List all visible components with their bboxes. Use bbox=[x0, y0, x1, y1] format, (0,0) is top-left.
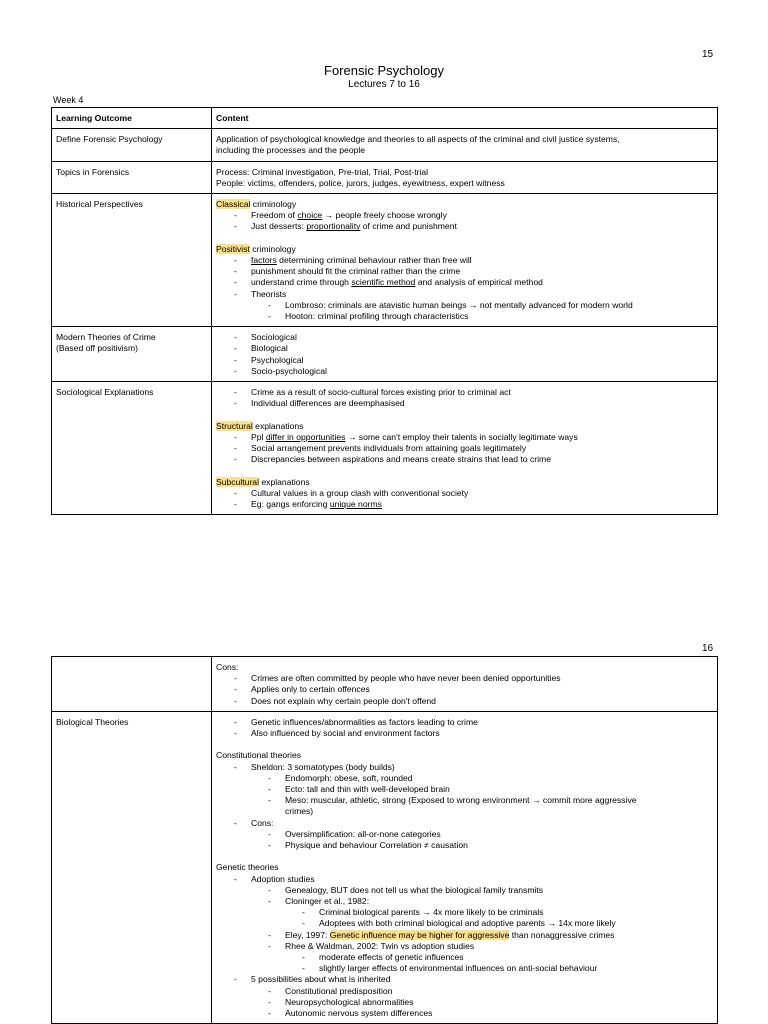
text-run: Biological bbox=[251, 343, 288, 354]
bullet-dash: - bbox=[234, 332, 237, 343]
bullet-item bbox=[216, 432, 713, 443]
bullet-dash: - bbox=[234, 487, 237, 498]
bullet-dash: - bbox=[268, 896, 271, 907]
text-run: slightly larger effects of environmental influences on anti-social behaviour bbox=[319, 963, 598, 974]
week-label: Week 4 bbox=[53, 95, 84, 105]
bullet-dash: - bbox=[234, 443, 237, 454]
blank-line bbox=[216, 233, 713, 244]
bullet-dash: - bbox=[268, 1008, 271, 1019]
text-run: Cultural values in a group clash with conventional society bbox=[251, 487, 469, 498]
text-run: Psychological bbox=[251, 354, 304, 365]
bullet-item bbox=[216, 806, 713, 817]
learning-outcome-cell bbox=[52, 327, 212, 382]
text-run: Process: Criminal investigation, Pre-trial, Trial, Post-trial bbox=[216, 166, 429, 177]
blank-line bbox=[216, 409, 713, 420]
bullet-item bbox=[216, 997, 713, 1008]
bullet-item bbox=[216, 387, 713, 398]
bullet-item bbox=[216, 289, 713, 300]
bullet-item bbox=[216, 963, 713, 974]
bullet-item bbox=[216, 277, 713, 288]
bullet-dash: - bbox=[234, 431, 237, 442]
bullet-item bbox=[216, 266, 713, 277]
bullet-item bbox=[216, 762, 713, 773]
text-run: Constitutional predisposition bbox=[285, 985, 393, 996]
text-run: People: victims, offenders, police, jurors, judges, eyewitness, expert witness bbox=[216, 177, 505, 188]
text-run: Just desserts: bbox=[251, 221, 307, 232]
content-cell bbox=[212, 382, 718, 515]
bullet-item bbox=[216, 795, 713, 806]
bullet-dash: - bbox=[234, 499, 237, 510]
text-run: Meso: muscular, athletic, strong (Exposed to wrong environment → commit more aggressive bbox=[285, 795, 637, 806]
content-line bbox=[216, 134, 713, 145]
page-subtitle: Lectures 7 to 16 bbox=[348, 79, 420, 90]
text-run: Cloninger et al., 1982: bbox=[285, 896, 370, 907]
text-run: Crime as a result of socio-cultural forces existing prior to criminal act bbox=[251, 387, 511, 398]
content-cell bbox=[212, 327, 718, 382]
bullet-item bbox=[216, 717, 713, 728]
content-line bbox=[216, 167, 713, 178]
text-run: 5 possibilities about what is inherited bbox=[251, 974, 391, 985]
text-run: understand crime through bbox=[251, 277, 352, 288]
bullet-dash: - bbox=[268, 311, 271, 322]
underlined-text: factors bbox=[251, 255, 277, 266]
content-line bbox=[216, 862, 713, 873]
learning-outcome-cell bbox=[52, 161, 212, 193]
content-line bbox=[216, 199, 713, 210]
bullet-dash: - bbox=[268, 772, 271, 783]
text-run: → people freely choose wrongly bbox=[322, 210, 447, 221]
underlined-text: choice bbox=[297, 210, 323, 221]
text-run: than nonaggressive crimes bbox=[509, 929, 615, 940]
notes-table-page-16 bbox=[51, 656, 718, 1024]
text-run: of crime and punishment bbox=[360, 221, 457, 232]
content-cell bbox=[212, 161, 718, 193]
table-row bbox=[52, 327, 718, 382]
bullet-item bbox=[216, 332, 713, 343]
table-row bbox=[52, 161, 718, 193]
text-run: Theorists bbox=[251, 288, 287, 299]
underlined-text: proportionality bbox=[306, 221, 361, 232]
bullet-dash: - bbox=[234, 974, 237, 985]
content-cell bbox=[212, 711, 718, 1023]
page-gap bbox=[0, 528, 768, 638]
bullet-item bbox=[216, 221, 713, 232]
text-run: Sociological bbox=[251, 332, 297, 343]
bullet-dash: - bbox=[234, 210, 237, 221]
bullet-item bbox=[216, 874, 713, 885]
bullet-item bbox=[216, 210, 713, 221]
bullet-dash: - bbox=[268, 299, 271, 310]
text-run: Genetic influences/abnormalities as factors leading to crime bbox=[251, 716, 478, 727]
learning-outcome-text: Define Forensic Psychology bbox=[56, 134, 163, 145]
bullet-item bbox=[216, 728, 713, 739]
bullet-dash: - bbox=[234, 277, 237, 288]
highlighted-text: Genetic influence may be higher for aggressive bbox=[329, 929, 510, 940]
bullet-dash: - bbox=[234, 873, 237, 884]
bullet-dash: - bbox=[234, 673, 237, 684]
text-run: Sheldon: 3 somatotypes (body builds) bbox=[251, 761, 395, 772]
page-title: Forensic Psychology bbox=[324, 63, 444, 78]
learning-outcome-text: Sociological Explanations bbox=[56, 387, 154, 398]
text-run: determining criminal behaviour rather than free will bbox=[276, 255, 472, 266]
bullet-dash: - bbox=[268, 840, 271, 851]
text-run: criminology bbox=[249, 243, 296, 254]
text-run: Physique and behaviour Correlation ≠ causation bbox=[285, 840, 468, 851]
bullet-dash: - bbox=[234, 728, 237, 739]
blank-line bbox=[216, 739, 713, 750]
bullet-dash: - bbox=[302, 963, 305, 974]
text-run: criminology bbox=[250, 199, 297, 210]
underlined-text: differ in opportunities bbox=[265, 431, 346, 442]
learning-outcome-text: Historical Perspectives bbox=[56, 199, 143, 210]
content-line bbox=[216, 750, 713, 761]
bullet-dash: - bbox=[268, 996, 271, 1007]
bullet-dash: - bbox=[234, 716, 237, 727]
text-run: explanations bbox=[252, 420, 304, 431]
text-run: Freedom of bbox=[251, 210, 298, 221]
text-run: Cons: bbox=[216, 662, 239, 672]
bullet-dash: - bbox=[302, 952, 305, 963]
text-run: Oversimplification: all-or-none categories bbox=[285, 828, 441, 839]
table-row bbox=[52, 382, 718, 515]
bullet-item bbox=[216, 300, 713, 311]
content-line bbox=[216, 244, 713, 255]
text-run: Rhee & Waldman, 2002: Twin vs adoption studies bbox=[285, 940, 475, 951]
bullet-item bbox=[216, 885, 713, 896]
bullet-item bbox=[216, 773, 713, 784]
text-run: Eg: gangs enforcing bbox=[251, 499, 330, 510]
bullet-item bbox=[216, 974, 713, 985]
bullet-dash: - bbox=[268, 940, 271, 951]
bullet-item bbox=[216, 443, 713, 454]
bullet-dash: - bbox=[234, 817, 237, 828]
bullet-item bbox=[216, 896, 713, 907]
bullet-item bbox=[216, 343, 713, 354]
text-run: Cons: bbox=[251, 817, 274, 828]
bullet-dash: - bbox=[234, 354, 237, 365]
page-number-16: 16 bbox=[702, 643, 714, 654]
bullet-dash: - bbox=[268, 985, 271, 996]
bullet-dash: - bbox=[234, 398, 237, 409]
bullet-dash: - bbox=[234, 454, 237, 465]
content-line bbox=[216, 477, 713, 488]
text-run: Applies only to certain offences bbox=[251, 684, 370, 695]
bullet-dash: - bbox=[234, 343, 237, 354]
learning-outcome-cell bbox=[52, 657, 212, 712]
bullet-item bbox=[216, 454, 713, 465]
content-line bbox=[216, 662, 713, 673]
text-run: punishment should fit the criminal rather than the crime bbox=[251, 266, 461, 277]
bullet-item bbox=[216, 818, 713, 829]
learning-outcome-cell bbox=[52, 194, 212, 327]
content-cell bbox=[212, 194, 718, 327]
learning-outcome-text: Biological Theories bbox=[56, 716, 129, 727]
bullet-item bbox=[216, 930, 713, 941]
bullet-dash: - bbox=[302, 918, 305, 929]
text-run: Application of psychological knowledge and theories to all aspects of the criminal and civil justice systems, bbox=[216, 134, 620, 145]
bullet-dash: - bbox=[268, 784, 271, 795]
content-line bbox=[216, 178, 713, 189]
text-run: Social arrangement prevents individuals from attaining goals legitimately bbox=[251, 443, 527, 454]
text-run: Genetic theories bbox=[216, 862, 279, 873]
text-run: and analysis of empirical method bbox=[415, 277, 543, 288]
bullet-item bbox=[216, 366, 713, 377]
table-row bbox=[52, 711, 718, 1023]
bullet-dash: - bbox=[302, 907, 305, 918]
header-learning-outcome: Learning Outcome bbox=[52, 108, 212, 129]
text-run: Eley, 1997: bbox=[285, 929, 330, 940]
text-run: Socio-psychological bbox=[251, 365, 327, 376]
bullet-item bbox=[216, 311, 713, 322]
bullet-item bbox=[216, 255, 713, 266]
text-run: explanations bbox=[259, 476, 310, 487]
text-run: Genealogy, BUT does not tell us what the biological family transmits bbox=[285, 884, 544, 895]
bullet-dash: - bbox=[234, 761, 237, 772]
learning-outcome-cell bbox=[52, 382, 212, 515]
text-run: crimes) bbox=[285, 806, 314, 817]
text-run: Ecto: tall and thin with well-developed brain bbox=[285, 784, 450, 795]
text-run: Constitutional theories bbox=[216, 750, 302, 761]
bullet-item bbox=[216, 398, 713, 409]
text-run: Hooton: criminal profiling through characteristics bbox=[285, 311, 469, 322]
content-line bbox=[216, 421, 713, 432]
bullet-dash: - bbox=[234, 221, 237, 232]
bullet-item bbox=[216, 784, 713, 795]
bullet-item bbox=[216, 918, 713, 929]
bullet-dash: - bbox=[268, 884, 271, 895]
bullet-item bbox=[216, 1008, 713, 1019]
bullet-dash: - bbox=[234, 695, 237, 706]
text-run: Lombroso: criminals are atavistic human beings → not mentally advanced for modern world bbox=[285, 299, 633, 310]
highlighted-text: Subcultural bbox=[216, 476, 259, 487]
learning-outcome-cell bbox=[52, 711, 212, 1023]
underlined-text: unique norms bbox=[329, 499, 382, 510]
table-header-row bbox=[52, 108, 718, 129]
bullet-dash: - bbox=[234, 255, 237, 266]
text-run: Also influenced by social and environment factors bbox=[251, 728, 440, 739]
highlighted-text: Classical bbox=[216, 199, 251, 210]
text-run: moderate effects of genetic influences bbox=[319, 952, 464, 963]
blank-line bbox=[216, 851, 713, 862]
text-run: Criminal biological parents → 4x more likely to be criminals bbox=[319, 907, 544, 918]
bullet-item bbox=[216, 488, 713, 499]
bullet-item bbox=[216, 952, 713, 963]
bullet-dash: - bbox=[234, 266, 237, 277]
content-cell bbox=[212, 129, 718, 161]
bullet-dash: - bbox=[234, 684, 237, 695]
highlighted-text: Positivist bbox=[216, 243, 250, 254]
learning-outcome-text: Topics in Forensics bbox=[56, 166, 130, 177]
bullet-item bbox=[216, 907, 713, 918]
content-line bbox=[216, 145, 713, 156]
text-run: Ppl bbox=[251, 431, 266, 442]
page-number-15: 15 bbox=[702, 49, 714, 60]
bullet-dash: - bbox=[234, 365, 237, 376]
text-run: Discrepancies between aspirations and means create strains that lead to crime bbox=[251, 454, 551, 465]
text-run: Neuropsychological abnormalities bbox=[285, 996, 414, 1007]
bullet-dash: - bbox=[234, 288, 237, 299]
bullet-item bbox=[216, 684, 713, 695]
text-run: → some can't employ their talents in socially legitimate ways bbox=[345, 431, 578, 442]
underlined-text: scientific method bbox=[351, 277, 416, 288]
table-row bbox=[52, 657, 718, 712]
table-row bbox=[52, 129, 718, 161]
bullet-item bbox=[216, 696, 713, 707]
learning-outcome-cell bbox=[52, 129, 212, 161]
bullet-item bbox=[216, 355, 713, 366]
bullet-item bbox=[216, 986, 713, 997]
bullet-dash: - bbox=[268, 929, 271, 940]
notes-table-page-15 bbox=[51, 107, 718, 515]
table-row bbox=[52, 194, 718, 327]
text-run: Adoption studies bbox=[251, 873, 315, 884]
bullet-item bbox=[216, 829, 713, 840]
text-run: Does not explain why certain people don't offend bbox=[251, 695, 436, 706]
blank-line bbox=[216, 465, 713, 476]
text-run: including the processes and the people bbox=[216, 145, 366, 156]
learning-outcome-text: (Based off positivism) bbox=[56, 343, 138, 354]
bullet-item bbox=[216, 941, 713, 952]
text-run: Adoptees with both criminal biological and adoptive parents → 14x more likely bbox=[319, 918, 616, 929]
text-run: Crimes are often committed by people who have never been denied opportunities bbox=[251, 673, 561, 684]
bullet-dash: - bbox=[268, 828, 271, 839]
bullet-item bbox=[216, 499, 713, 510]
highlighted-text: Structural bbox=[216, 420, 253, 431]
bullet-item bbox=[216, 673, 713, 684]
text-run: Autonomic nervous system differences bbox=[285, 1008, 433, 1019]
learning-outcome-text: Modern Theories of Crime bbox=[56, 332, 156, 343]
text-run: Individual differences are deemphasised bbox=[251, 398, 405, 409]
text-run: Endomorph: obese, soft, rounded bbox=[285, 772, 413, 783]
content-cell bbox=[212, 657, 718, 712]
header-content: Content bbox=[212, 108, 718, 129]
bullet-item bbox=[216, 840, 713, 851]
bullet-dash: - bbox=[234, 387, 237, 398]
bullet-dash: - bbox=[268, 795, 271, 806]
